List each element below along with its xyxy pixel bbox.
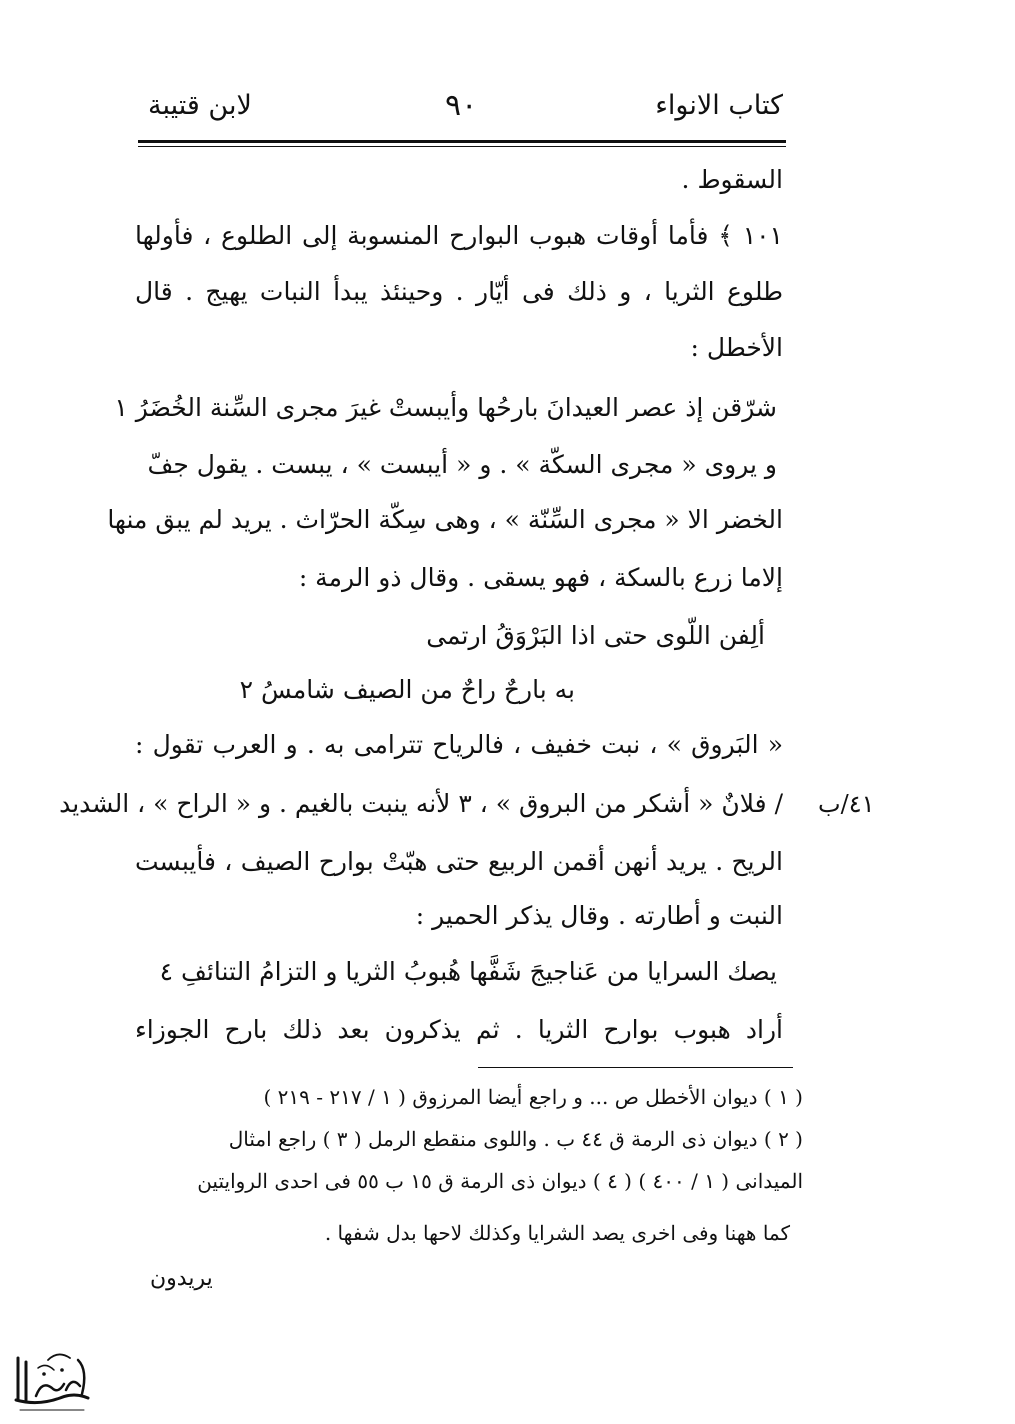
text-line-6: و يروى « مجرى السكّة » . و « أيبست » ، يبست . يقول جفّ xyxy=(147,450,777,479)
text-line-2: ١٠١ ﴾ فأما أوقات هبوب البوارح المنسوبة إلى الطلوع ، فأولها xyxy=(135,221,783,250)
text-line-7: الخضر الا « مجرى السِّنّة » ، وهى سِكّة الحرّاث . يريد لم يبق منها xyxy=(107,505,783,534)
page-number: ٩٠ xyxy=(445,88,478,123)
book-title: كتاب الانواء xyxy=(655,90,783,121)
verse-akhtal: شرّقن إذ عصر العيدانَ بارحُها وأيبستْ غيرَ مجرى السِّنة الخُضَرُ ١ xyxy=(114,393,777,422)
text-line-16: أراد هبوب بوارح الثريا . ثم يذكرون بعد ذلك بارح الجوزاء xyxy=(135,1015,783,1044)
text-line-4: الأخطل : xyxy=(690,333,783,362)
text-line-11: « البَروق » ، نبت خفيف ، فالرياح تترامى به . و العرب تقول : xyxy=(135,730,783,759)
header-rule-thick xyxy=(138,140,786,143)
verse-himyar: يصك السرايا من عَناجيجَ شَفَّها هُبوبُ الثريا و التزامُ التنائفِ ٤ xyxy=(159,957,777,986)
calligraphy-stamp-logo xyxy=(8,1340,96,1414)
text-line-12: / فلانٌ « أشكر من البروق » ، ٣ لأنه ينبت بالغيم . و « الراح » ، الشديد xyxy=(59,789,783,818)
catchword: يريدون xyxy=(150,1266,213,1291)
footnote-line-4: كما ههنا وفى اخرى يصد الشرايا وكذلك لاحها بدل شفها . xyxy=(324,1221,790,1245)
footnote-line-2: ( ٢ ) ديوان ذى الرمة ق ٤٤ ب . واللوى منقطع الرمل ( ٣ ) راجع امثال xyxy=(228,1127,803,1151)
header-rule-thin xyxy=(138,146,786,147)
footnote-rule xyxy=(478,1067,793,1068)
text-line-3: طلوع الثريا ، و ذلك فى أيّار . وحينئذ يبدأ النبات يهيج . قال xyxy=(135,277,783,306)
text-line-14: النبت و أطارته . وقال يذكر الحمير : xyxy=(415,901,783,930)
verse-dhu-rumma-first-half: ألِفن اللّوى حتى اذا البَرْوَقُ ارتمى xyxy=(426,621,765,650)
verse-dhu-rumma-second-half: به بارحٌ راحٌ من الصيف شامسُ ٢ xyxy=(239,675,575,704)
folio-margin-note: ٤١/ب xyxy=(818,790,875,818)
footnote-line-3: الميدانى ( ١ / ٤٠٠ ) ( ٤ ) ديوان ذى الرمة ق ١٥ ب ٥٥ فى احدى الروايتين xyxy=(197,1169,803,1193)
footnote-line-1: ( ١ ) ديوان الأخطل ص ... و راجع أيضا المرزوق ( ١ / ٢١٧ - ٢١٩ ) xyxy=(263,1085,803,1109)
author-name: لابن قتيبة xyxy=(148,90,252,121)
text-line-13: الريح . يريد أنهن أقمن الربيع حتى هبّتْ بوارح الصيف ، فأيبست xyxy=(135,847,783,876)
text-line-8: إلاما زرع بالسكة ، فهو يسقى . وقال ذو الرمة : xyxy=(298,563,783,592)
text-line-1: السقوط . xyxy=(681,165,783,194)
